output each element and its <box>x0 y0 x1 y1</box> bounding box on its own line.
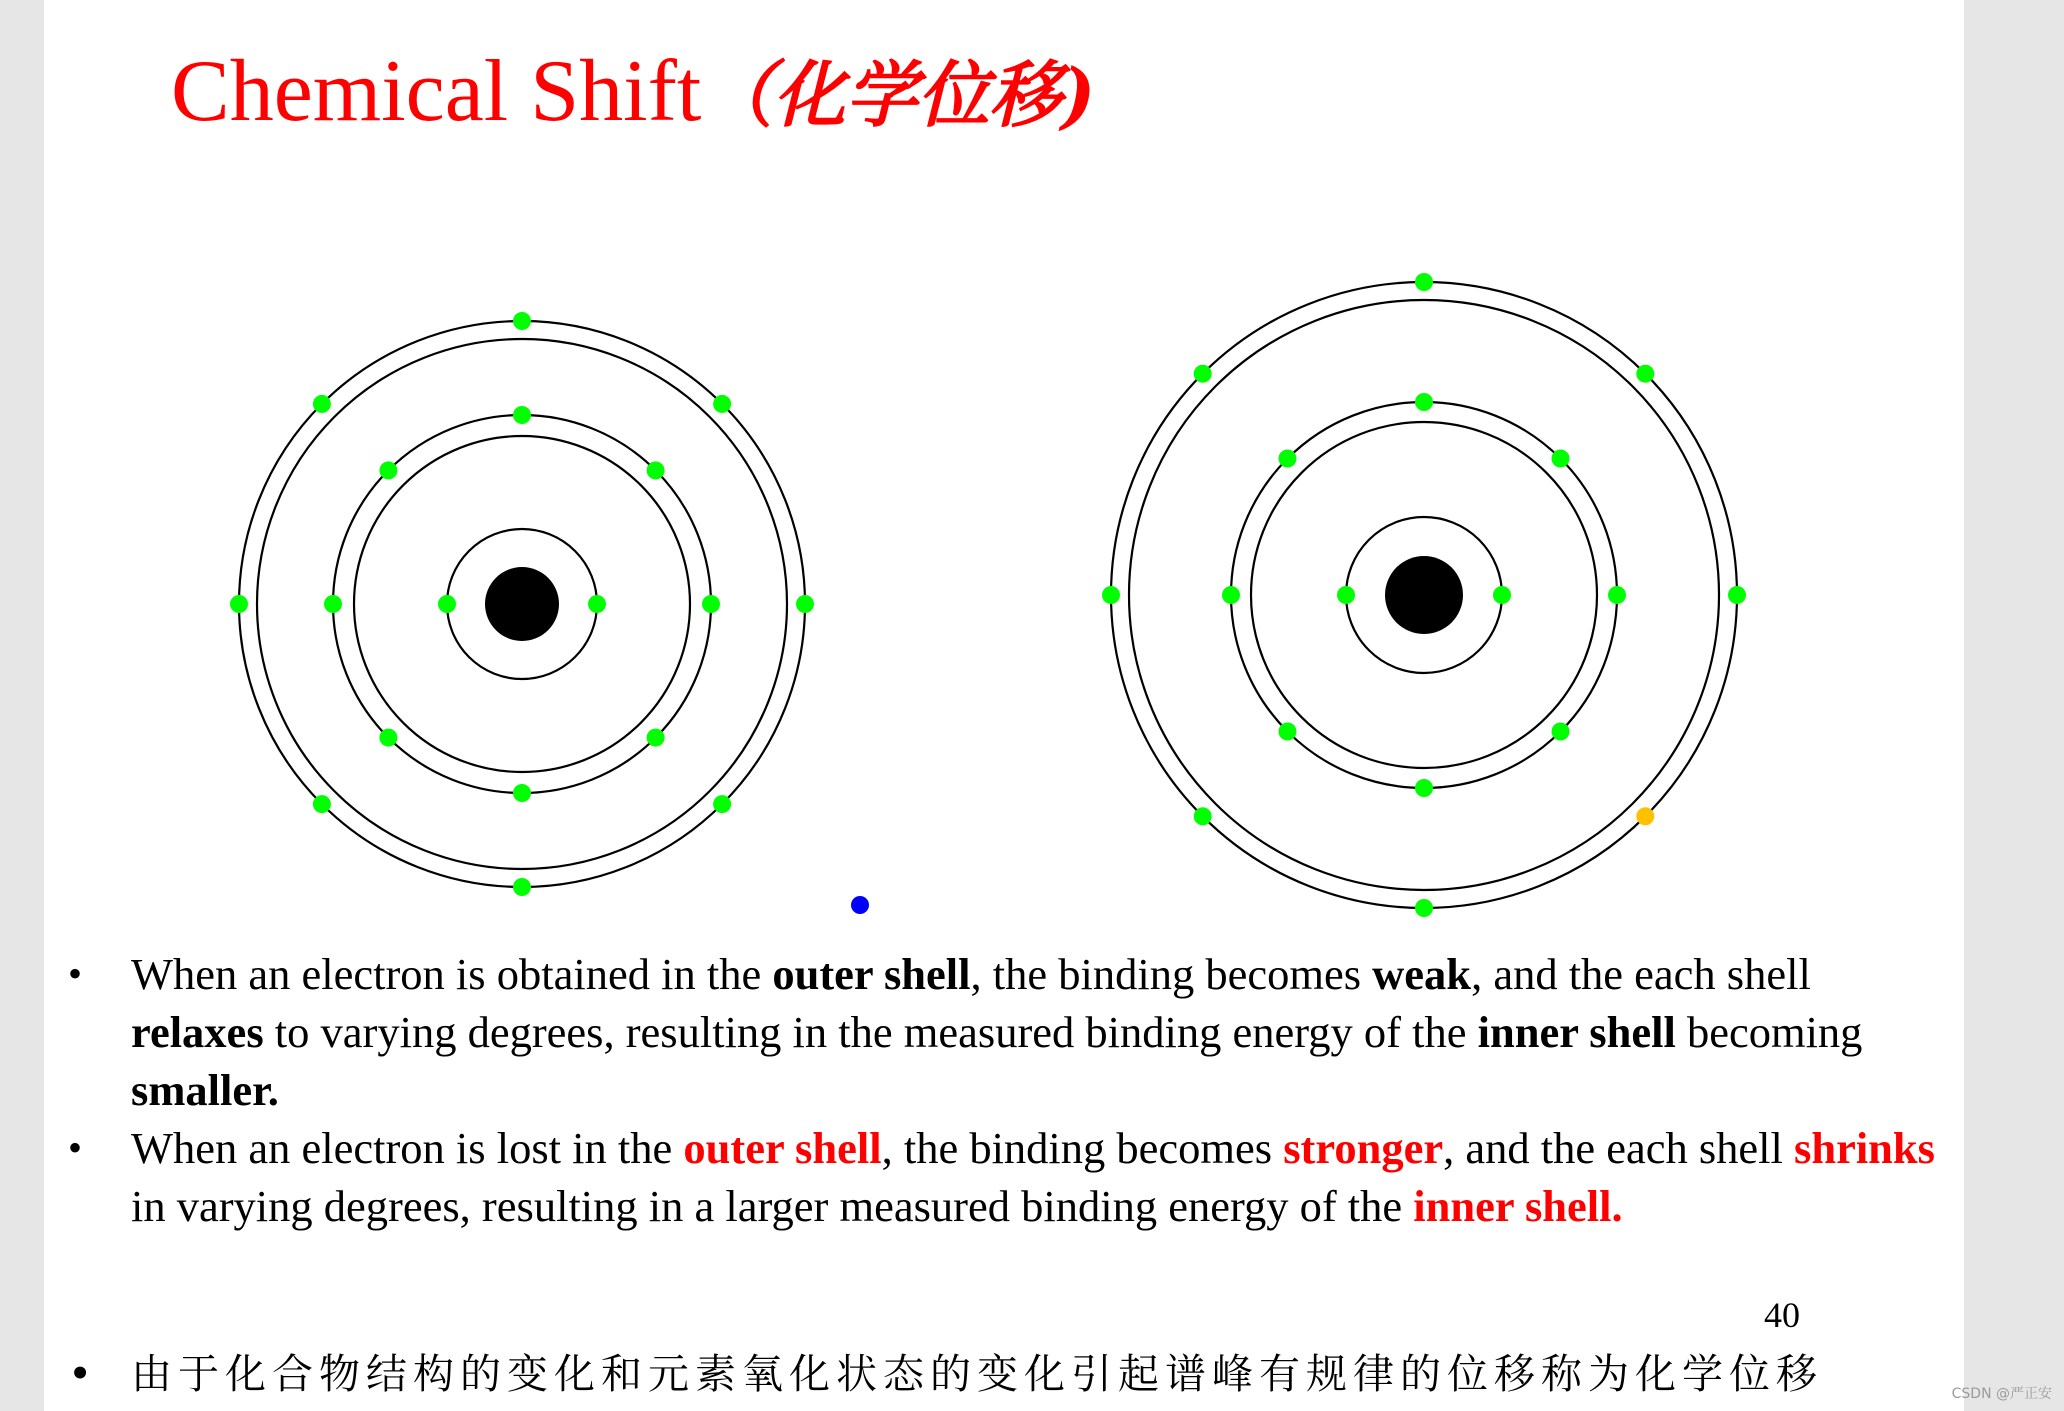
bullet-bold-term: outer shell <box>772 949 971 999</box>
nucleus-icon <box>1385 556 1463 634</box>
electron-dot-icon <box>513 312 531 330</box>
chinese-summary-bullet <box>56 1346 1823 1402</box>
bullet-electron-lost <box>56 1119 1936 1235</box>
electron-dot-icon <box>1279 723 1297 741</box>
explanation-bullets <box>56 945 1936 1235</box>
electron-dot-icon <box>1493 586 1511 604</box>
electron-dot-icon <box>324 595 342 613</box>
page-number: 40 <box>1764 1295 1800 1335</box>
electron-dot-icon <box>1222 586 1240 604</box>
atoms-group <box>230 273 1746 917</box>
bullet-bold-term: weak <box>1372 949 1472 999</box>
electron-dot-icon <box>513 878 531 896</box>
atom-diagram-1 <box>230 312 814 896</box>
electron-dot-icon <box>1415 273 1433 291</box>
bullet-red-term: stronger <box>1283 1123 1444 1173</box>
electron-dot-icon <box>713 395 731 413</box>
electron-dot-icon <box>796 595 814 613</box>
electron-dot-icon <box>313 395 331 413</box>
bullet-bold-term: inner shell <box>1477 1007 1676 1057</box>
bullet-bold-term: smaller. <box>131 1065 279 1115</box>
electron-dot-icon <box>713 795 731 813</box>
electron-dot-icon <box>379 729 397 747</box>
electron-dot-icon <box>1552 723 1570 741</box>
lost-electron-icon <box>1636 807 1654 825</box>
electron-dot-icon <box>1194 807 1212 825</box>
gained-electron-icon <box>851 896 869 914</box>
electron-dot-icon <box>1636 365 1654 383</box>
electron-dot-icon <box>1415 899 1433 917</box>
bullet-text: , the binding becomes <box>881 1123 1284 1173</box>
electron-dot-icon <box>647 461 665 479</box>
electron-dot-icon <box>513 784 531 802</box>
bullet-text: to varying degrees, resulting in the measured binding energy of the <box>263 1007 1478 1057</box>
csdn-watermark: CSDN @严正安 <box>1951 1386 2052 1402</box>
electron-dot-icon <box>1337 586 1355 604</box>
bullet-text: , and the each shell <box>1443 1123 1794 1173</box>
bullet-dot: • <box>68 1125 83 1170</box>
bullet-text: in varying degrees, resulting in a larger measured binding energy of the <box>131 1181 1414 1231</box>
title-english: Chemical Shift <box>171 43 702 140</box>
bullet-electron-gained <box>56 945 1936 1119</box>
chinese-summary-text: 由于化合物结构的变化和元素氧化状态的变化引起谱峰有规律的位移称为化学位移 <box>131 1350 1823 1398</box>
bullet-red-term: outer shell <box>683 1123 882 1173</box>
bullet-text: , the binding becomes <box>970 949 1373 999</box>
bullet-text: When an electron is obtained in the <box>131 949 773 999</box>
nucleus-icon <box>485 567 559 641</box>
electron-dot-icon <box>1415 393 1433 411</box>
electron-dot-icon <box>313 795 331 813</box>
electron-dot-icon <box>513 406 531 424</box>
bullet-dot: • <box>68 1350 93 1398</box>
electron-dot-icon <box>1728 586 1746 604</box>
bullet-text: becoming <box>1675 1007 1863 1057</box>
bullet-text: When an electron is lost in the <box>131 1123 684 1173</box>
electron-dot-icon <box>1102 586 1120 604</box>
bullet-bold-term: relaxes <box>131 1007 264 1057</box>
electron-dot-icon <box>438 595 456 613</box>
bullet-red-term: inner shell. <box>1413 1181 1623 1231</box>
electron-dot-icon <box>1194 365 1212 383</box>
electron-dot-icon <box>1415 779 1433 797</box>
bullet-dot: • <box>68 951 83 996</box>
electron-dot-icon <box>379 461 397 479</box>
electron-dot-icon <box>230 595 248 613</box>
electron-dot-icon <box>1608 586 1626 604</box>
electron-dot-icon <box>647 729 665 747</box>
electron-dot-icon <box>1279 450 1297 468</box>
electron-dot-icon <box>588 595 606 613</box>
title-chinese: （化学位移) <box>701 52 1096 137</box>
bullet-red-term: shrinks <box>1794 1123 1935 1173</box>
electron-dot-icon <box>1552 450 1570 468</box>
electron-dot-icon <box>702 595 720 613</box>
bullet-text: , and the each shell <box>1471 949 1811 999</box>
atom-diagram-2 <box>1102 273 1746 917</box>
